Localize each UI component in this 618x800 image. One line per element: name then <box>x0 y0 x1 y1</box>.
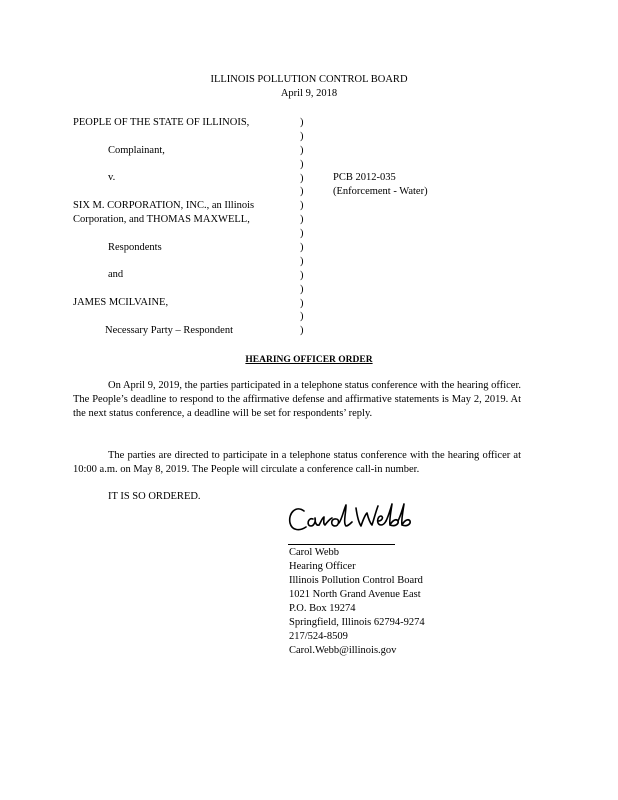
versus-label: v. <box>108 172 116 183</box>
order-date: April 9, 2018 <box>280 88 338 99</box>
caption-divider: ) ) ) ) ) ) ) ) ) ) ) ) ) ) ) ) <box>300 117 304 337</box>
necessary-party-role: Necessary Party – Respondent <box>105 325 234 336</box>
board-name: ILLINOIS POLLUTION CONTROL BOARD <box>210 74 408 85</box>
respondents-role: Respondents <box>108 242 162 253</box>
necessary-party: JAMES MCILVAINE, <box>73 297 169 308</box>
and-label: and <box>108 269 124 280</box>
phone-number: 217/524-8509 <box>289 631 348 642</box>
signature-block <box>289 546 425 658</box>
case-type: (Enforcement - Water) <box>333 186 428 197</box>
respondent-line-2: Corporation, and THOMAS MAXWELL, <box>73 214 250 225</box>
signer-name: Carol Webb <box>289 547 339 558</box>
complainant-party: PEOPLE OF THE STATE OF ILLINOIS, <box>73 117 250 128</box>
complainant-role: Complainant, <box>108 145 165 156</box>
case-number: PCB 2012-035 <box>333 172 396 183</box>
po-box: P.O. Box 19274 <box>289 603 356 614</box>
order-paragraph-2: The parties are directed to participate in a telephone status conference with the hearing officer at 10:00 a.m. on May 8, 2019. The People will circulate a conference call-in number. <box>73 450 521 475</box>
signer-title: Hearing Officer <box>289 561 356 572</box>
closing-statement: IT IS SO ORDERED. <box>108 491 201 502</box>
signer-agency: Illinois Pollution Control Board <box>289 575 423 586</box>
email-address: Carol.Webb@illinois.gov <box>289 645 397 656</box>
city-state-zip: Springfield, Illinois 62794-9274 <box>289 617 425 628</box>
signature-line <box>288 544 395 545</box>
handwritten-signature <box>286 499 416 539</box>
order-title: HEARING OFFICER ORDER <box>245 355 373 365</box>
street-address: 1021 North Grand Avenue East <box>289 589 421 600</box>
order-paragraph-1: On April 9, 2019, the parties participated in a telephone status conference with the hearing officer. The People’s deadline to respond to the affirmative defense and affirmative statements is May 2, 2019. At the next status conference, a deadline will be set for respondents’ reply. <box>73 380 521 419</box>
respondent-line-1: SIX M. CORPORATION, INC., an Illinois <box>73 200 255 211</box>
